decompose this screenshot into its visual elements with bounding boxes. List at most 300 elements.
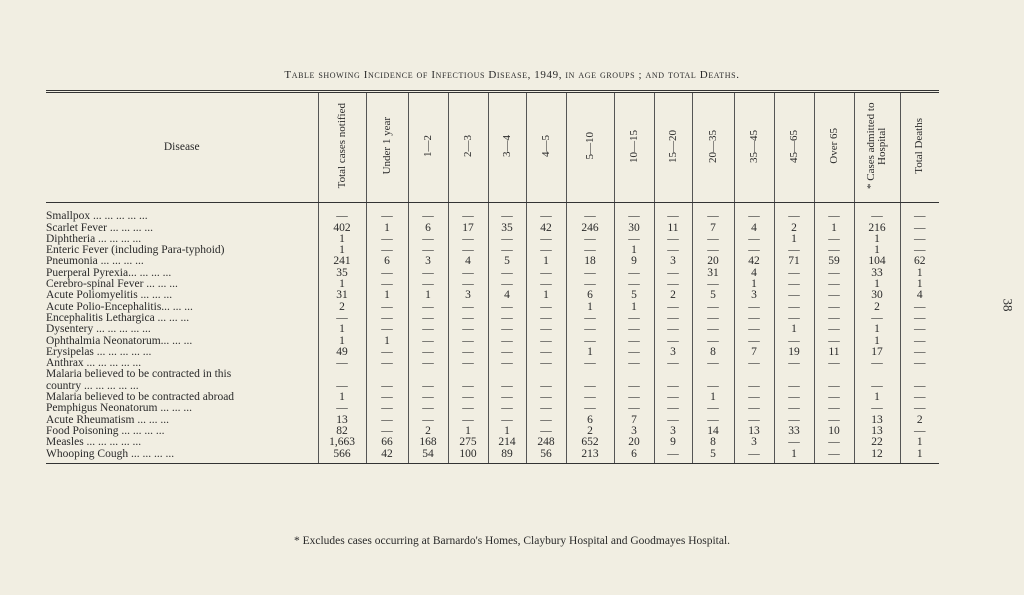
table-cell: 3 [654,426,692,437]
disease-name: Ophthalmia Neonatorum... ... ... [46,335,193,347]
table-cell: — [488,279,526,290]
table-cell: — [654,403,692,414]
table-cell: — [366,268,408,279]
table-cell: 7 [614,415,654,426]
table-cell: 13 [734,426,774,437]
table-cell: — [734,302,774,313]
table-cell: — [408,279,448,290]
table-cell: — [734,203,774,223]
table-cell: — [614,279,654,290]
table-cell: — [734,313,774,324]
column-header-label: 4—5 [539,135,552,157]
table-cell: 19 [774,347,814,358]
table-cell: — [692,358,734,369]
table-cell: — [366,313,408,324]
table-cell: 566 [318,449,366,464]
column-header [566,92,614,203]
table-cell: 216 [854,223,900,234]
table-cell: — [366,324,408,335]
table-cell: — [526,245,566,256]
disease-name: country ... ... ... ... ... [46,380,139,392]
table-cell: — [526,313,566,324]
column-header [488,92,526,203]
table-cell: — [614,358,654,369]
table-cell: — [366,392,408,403]
table-cell: 214 [488,437,526,448]
table-cell [654,369,692,380]
table-cell: 246 [566,223,614,234]
table-cell: — [900,426,939,437]
table-cell: — [488,324,526,335]
table-cell: 4 [734,268,774,279]
table-cell: — [366,347,408,358]
table-cell: — [692,324,734,335]
table-cell: — [408,245,448,256]
table-cell: — [654,336,692,347]
table-cell: 49 [318,347,366,358]
table-cell: — [814,336,854,347]
table-cell: — [366,426,408,437]
table-cell: 33 [774,426,814,437]
table-cell: 4 [734,223,774,234]
table-cell: 8 [692,347,734,358]
table-cell: 1 [854,279,900,290]
table-cell: 248 [526,437,566,448]
table-cell: — [408,415,448,426]
table-cell: — [408,336,448,347]
table-row [46,290,939,301]
table-cell: — [366,381,408,392]
table-cell: — [654,324,692,335]
table-cell: — [526,203,566,223]
table-cell: — [614,381,654,392]
table-cell: 13 [854,426,900,437]
disease-name: Whooping Cough ... ... ... ... [46,449,318,464]
disease-name: Diphtheria ... ... ... ... [46,233,142,245]
table-row [46,426,939,437]
table-cell: — [488,381,526,392]
table-cell: — [448,313,488,324]
table-row [46,256,939,267]
table-cell: — [692,336,734,347]
table-cell: 1,663 [318,437,366,448]
table-cell: 1 [854,234,900,245]
table-cell: — [366,358,408,369]
table-cell: — [900,358,939,369]
table-cell: — [814,324,854,335]
table-row [46,268,939,279]
table-cell: 1 [318,336,366,347]
table-cell: 13 [318,415,366,426]
table-cell: 6 [366,256,408,267]
table-cell: — [408,392,448,403]
table-cell: — [488,245,526,256]
table-cell: — [366,415,408,426]
table-cell: — [488,336,526,347]
table-cell: — [654,313,692,324]
table-cell: 3 [734,437,774,448]
table-cell: — [854,358,900,369]
table-cell: — [488,347,526,358]
table-cell: 9 [614,256,654,267]
table-cell: — [854,203,900,223]
disease-name: Encephalitis Lethargica ... ... ... [46,312,190,324]
table-cell: — [814,313,854,324]
table-cell: — [854,403,900,414]
table-cell: — [318,403,366,414]
column-header-label: 15—20 [666,129,679,163]
table-cell: — [814,203,854,223]
table-cell: 1 [900,268,939,279]
table-cell: — [814,449,854,464]
table-header [46,92,939,203]
column-header-label: Total cases notified [335,103,348,189]
disease-name: Food Poisoning ... ... ... ... [46,425,165,437]
table-cell: 1 [854,392,900,403]
table-cell: — [734,415,774,426]
table-cell: — [448,203,488,223]
table-cell: — [774,381,814,392]
table-cell: — [614,234,654,245]
table-cell: — [448,268,488,279]
table-cell: — [900,313,939,324]
table-cell: — [566,358,614,369]
table-cell [854,369,900,380]
column-header [366,92,408,203]
table-cell: 54 [408,449,448,464]
table-cell: — [692,302,734,313]
table-cell: — [774,279,814,290]
table-cell: 6 [566,290,614,301]
table-cell: — [448,234,488,245]
column-header [774,92,814,203]
table-cell: — [734,234,774,245]
table-cell: — [566,403,614,414]
table-cell: — [526,234,566,245]
table-cell: 402 [318,223,366,234]
table-cell [318,369,366,380]
table-cell: — [526,392,566,403]
table-cell: — [366,245,408,256]
table-cell: 1 [774,324,814,335]
table-cell: 2 [774,223,814,234]
table-cell: — [734,381,774,392]
table-cell: — [900,347,939,358]
table-cell: 20 [692,256,734,267]
table-cell: — [526,268,566,279]
table-cell: — [526,347,566,358]
table-cell: — [814,403,854,414]
table-cell: — [814,302,854,313]
table-cell: — [692,203,734,223]
table-cell: 1 [854,336,900,347]
table-cell: 14 [692,426,734,437]
table-cell: — [814,437,854,448]
table-cell: 1 [614,302,654,313]
table-row [46,392,939,403]
table-cell: 22 [854,437,900,448]
table-cell: — [734,449,774,464]
table-cell: — [614,324,654,335]
table-cell: 1 [408,290,448,301]
table-cell: 31 [318,290,366,301]
table-cell: — [566,313,614,324]
footnote: * Excludes cases occurring at Barnardo's Homes, Claybury Hospital and Goodmayes Hospital. [293,535,731,547]
table-cell: 1 [774,449,814,464]
table-cell: 6 [566,415,614,426]
column-header [448,92,488,203]
table-cell: 3 [654,347,692,358]
table-cell: 2 [318,302,366,313]
table-cell: — [654,268,692,279]
column-header-label: * Cases admitted to Hospital [865,102,888,190]
table-cell: 1 [448,426,488,437]
table-cell: — [734,336,774,347]
table-cell: — [526,415,566,426]
table-cell [774,369,814,380]
table-cell: — [526,324,566,335]
table-cell: — [734,392,774,403]
table-cell: 17 [448,223,488,234]
table-cell: — [408,302,448,313]
table-cell: — [526,336,566,347]
table-cell: — [526,302,566,313]
table-cell: — [774,302,814,313]
column-header-disease: Disease [46,92,318,203]
table-cell: 62 [900,256,939,267]
table-cell [448,369,488,380]
table-cell: — [488,403,526,414]
table-cell: 5 [692,290,734,301]
disease-name: Pemphigus Neonatorum ... ... ... [46,403,192,415]
table-cell: 11 [814,347,854,358]
column-header-label: 2—3 [461,135,474,157]
disease-name: Acute Poliomyelitis ... ... ... [46,290,173,302]
table-cell: 1 [488,426,526,437]
table-cell: — [366,234,408,245]
table-cell: 168 [408,437,448,448]
table-cell: — [318,203,366,223]
table-cell: 1 [318,234,366,245]
table-cell: — [774,290,814,301]
table-title: Table showing Incidence of Infectious Disease, 1949, in age groups ; and total Deaths. [284,69,740,81]
table-cell: — [366,279,408,290]
table-row [46,223,939,234]
table-cell: — [566,381,614,392]
table-cell: — [654,302,692,313]
table-cell: — [734,324,774,335]
table-cell: 8 [692,437,734,448]
table-row [46,324,939,335]
table-row [46,234,939,245]
incidence-table [46,90,939,464]
table-cell: 275 [448,437,488,448]
column-header-label: Total Deaths [913,118,926,174]
disease-name: Malaria believed to be contracted abroad [46,392,235,404]
table-cell: 1 [774,234,814,245]
table-cell: — [526,381,566,392]
table-cell: — [408,203,448,223]
table-cell: — [448,358,488,369]
table-cell [814,369,854,380]
table-cell: — [734,403,774,414]
table-cell: 42 [366,449,408,464]
table-cell: 4 [900,290,939,301]
disease-name: Cerebro-spinal Fever ... ... ... [46,279,178,291]
table-cell: — [774,245,814,256]
table-cell: 10 [814,426,854,437]
table-cell: 1 [814,223,854,234]
table-cell: 66 [366,437,408,448]
column-header-label: Over 65 [827,128,840,164]
table-cell: 1 [318,245,366,256]
table-cell: — [488,268,526,279]
column-header-label: 35—45 [747,129,760,163]
disease-name: Anthrax ... ... ... ... ... [46,358,142,370]
table-cell: — [900,403,939,414]
table-cell: — [366,203,408,223]
table-cell: 1 [318,324,366,335]
table-cell: — [814,358,854,369]
table-cell: — [654,449,692,464]
table-cell: 31 [692,268,734,279]
table-cell: — [900,381,939,392]
table-cell: — [488,313,526,324]
table-cell: — [814,290,854,301]
table-cell [566,369,614,380]
table-cell: 12 [854,449,900,464]
table-row [46,336,939,347]
table-cell: — [814,268,854,279]
table-cell: 20 [614,437,654,448]
table-cell: 4 [448,256,488,267]
table-cell: 100 [448,449,488,464]
table-cell: — [448,245,488,256]
table-cell [526,369,566,380]
table-cell: — [774,203,814,223]
table-row [46,449,939,464]
table-cell: — [488,203,526,223]
column-header [614,92,654,203]
disease-name: Enteric Fever (including Para-typhoid) [46,245,225,257]
table-cell: 7 [734,347,774,358]
table-cell [734,369,774,380]
table-cell: — [900,245,939,256]
table-cell: — [318,358,366,369]
table-cell: 2 [408,426,448,437]
table-cell: 3 [408,256,448,267]
table-cell: — [448,324,488,335]
disease-name: Acute Rheumatism ... ... ... [46,414,169,426]
table-cell: — [814,381,854,392]
disease-name: Erysipelas ... ... ... ... ... [46,346,152,358]
disease-name: Smallpox ... ... ... ... ... [46,210,148,223]
table-cell: 1 [318,392,366,403]
table-cell: — [654,279,692,290]
table-cell: 1 [692,392,734,403]
table-cell: 1 [854,245,900,256]
table-cell: — [900,223,939,234]
table-cell: 1 [900,449,939,464]
table-cell: 11 [654,223,692,234]
column-header [654,92,692,203]
table-cell: 3 [734,290,774,301]
table-cell: — [488,358,526,369]
table-cell: — [318,381,366,392]
table-cell: — [654,245,692,256]
table-cell: — [366,403,408,414]
table-cell: — [900,324,939,335]
table-row [46,403,939,414]
table-cell: 6 [614,449,654,464]
table-cell: — [448,347,488,358]
column-header-label: 45—65 [787,129,800,163]
table-cell: 1 [854,324,900,335]
disease-name: Measles ... ... ... ... ... [46,437,142,449]
table-cell: — [774,336,814,347]
table-cell: — [692,313,734,324]
table-cell: — [318,313,366,324]
table-cell [900,369,939,380]
table-cell: — [734,358,774,369]
table-cell [366,369,408,380]
table-cell: 42 [734,256,774,267]
table-cell: 1 [366,223,408,234]
table-cell: 18 [566,256,614,267]
table-cell: — [408,313,448,324]
table-cell: — [814,245,854,256]
table-row [46,347,939,358]
table-cell: 59 [814,256,854,267]
table-cell: 71 [774,256,814,267]
table-cell: 2 [566,426,614,437]
table-cell: — [566,203,614,223]
table-cell: 1 [526,256,566,267]
table-cell: — [448,415,488,426]
table-cell: — [774,358,814,369]
table-cell: 3 [654,256,692,267]
table-cell: — [814,234,854,245]
table-cell: 17 [854,347,900,358]
table-cell: 7 [692,223,734,234]
column-header [854,92,900,203]
table-cell: 6 [408,223,448,234]
table-row [46,302,939,313]
table-cell: 213 [566,449,614,464]
table-cell: — [526,403,566,414]
table-cell: — [526,426,566,437]
table-cell: 9 [654,437,692,448]
column-header [526,92,566,203]
table-cell: — [526,279,566,290]
table-cell: 1 [566,302,614,313]
column-header-label: 5—10 [583,132,596,160]
table-cell: 2 [900,415,939,426]
table-cell: — [488,415,526,426]
table-cell: — [774,415,814,426]
table-cell: 1 [366,336,408,347]
table-cell: — [526,358,566,369]
table-cell: — [448,279,488,290]
table-row [46,437,939,448]
table-cell: — [814,415,854,426]
table-cell: 1 [734,279,774,290]
table-cell: — [654,203,692,223]
table-cell: — [566,324,614,335]
table-cell: 89 [488,449,526,464]
table-cell: — [692,381,734,392]
table-cell: — [408,403,448,414]
